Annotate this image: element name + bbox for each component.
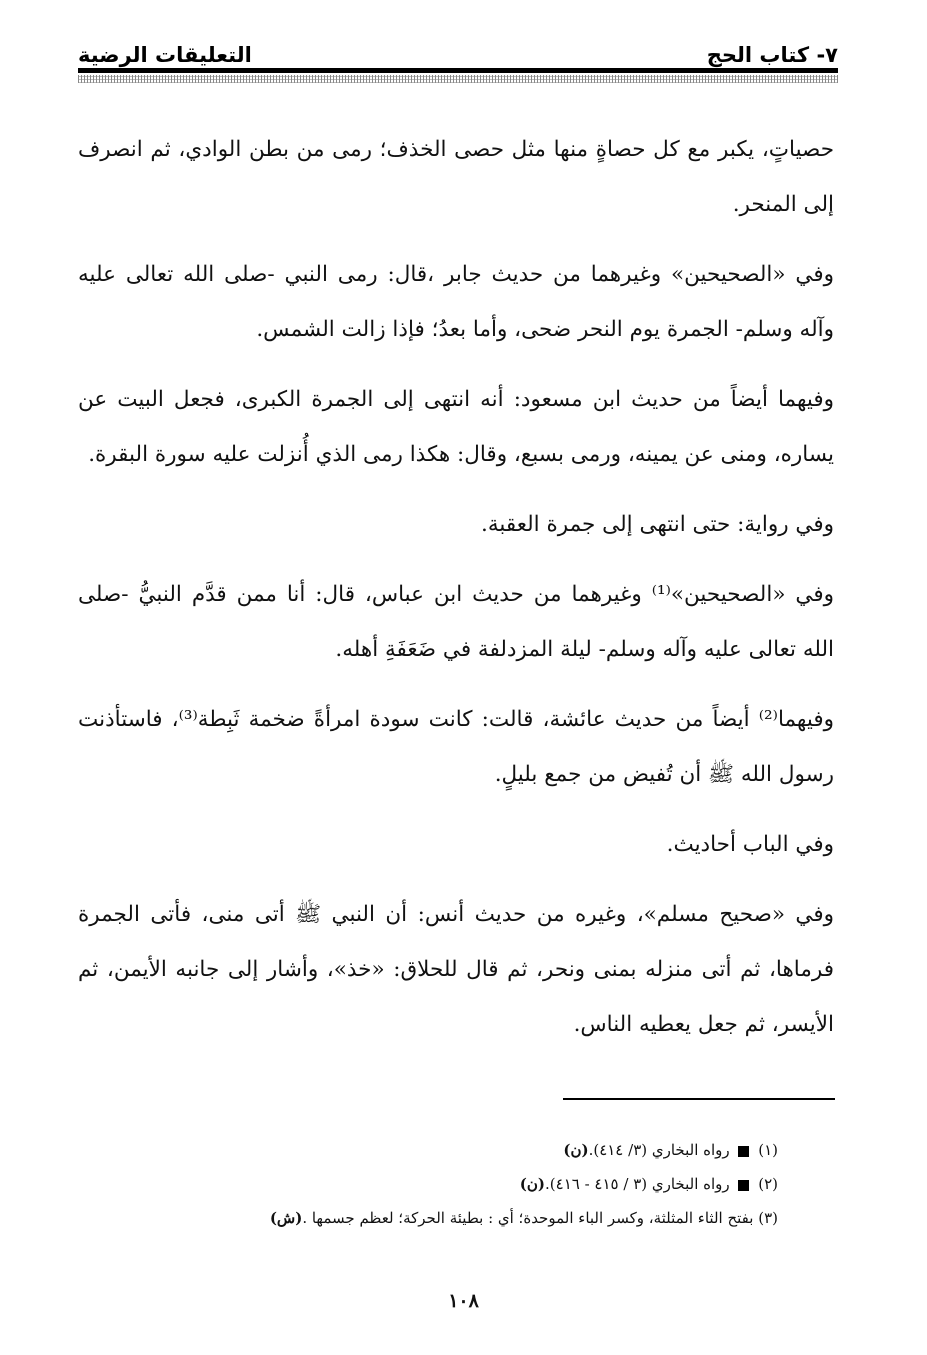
- footnote: [160, 1133, 778, 1167]
- chapter-title: ٧- كتاب الحج: [706, 43, 838, 67]
- paragraph-text: وفيهما أيضاً من حديث ابن مسعود: أنه انتهى إلى الجمرة الكبرى، فجعل البيت عن يساره، ومنى عن يمينه، ورمى بسبع، وقال: هكذا رمى الذي أُنزلت عليه سورة البقرة.: [78, 387, 835, 467]
- header-dotted-band: [78, 75, 838, 83]
- paragraph-text: حصياتٍ، يكبر مع كل حصاةٍ منها مثل حصى الخذف؛ رمى من بطن الوادي، ثم انصرف إلى المنحر.: [78, 137, 834, 217]
- footnote: [160, 1201, 778, 1235]
- paragraph-text: وفي رواية: حتى انتهى إلى جمرة العقبة.: [481, 512, 834, 537]
- paragraph-text: وفي «صحيح مسلم»، وغيره من حديث أنس: أن النبي ﷺ أتى منى، فأتى الجمرة فرماها، ثم أتى منزله بمنى ونحر، ثم قال للحلاق: «خذ»، وأشار إلى جانبه الأيمن، ثم الأيسر، ثم جعل يعطيه الناس.: [78, 902, 834, 1037]
- footnote-number: (٣): [758, 1209, 778, 1227]
- paragraph-text: وفي «الصحيحين»⁽¹⁾ وغيرهما من حديث ابن عباس، قال: أنا ممن قدَّم النبيُّ -صلى الله تعالى عليه وآله وسلم- ليلة المزدلفة في ضَعَفَةِ أهله.: [78, 582, 834, 662]
- paragraph: [78, 817, 834, 872]
- footnote-mark: (ن): [519, 1175, 546, 1193]
- paragraph: [78, 887, 834, 1052]
- main-text: [78, 122, 834, 1067]
- paragraph: [78, 567, 834, 677]
- square-bullet-icon: [738, 1180, 749, 1191]
- footnote-text: رواه البخاري (٣ / ٤١٥ - ٤١٦).: [545, 1175, 730, 1193]
- footnote-text: رواه البخاري (٣/ ٤١٤).: [588, 1141, 730, 1159]
- paragraph-text: وفي «الصحيحين» وغيرهما من حديث جابر ،قال: رمى النبي -صلى الله تعالى عليه وآله وسلم- الجمرة يوم النحر ضحى، وأما بعدُ؛ فإذا زالت الشمس.: [78, 262, 834, 342]
- header-rule: [78, 68, 838, 73]
- paragraph: [78, 372, 834, 482]
- running-header: [78, 30, 838, 70]
- footnotes: [160, 1133, 778, 1235]
- page-number: ١٠٨: [448, 1290, 479, 1312]
- footnote-number: (١): [758, 1141, 778, 1159]
- paragraph: [78, 692, 834, 802]
- footnote: [160, 1167, 778, 1201]
- footnote-mark: (ن): [563, 1141, 589, 1159]
- book-title: التعليقات الرضية: [78, 43, 252, 67]
- paragraph-text: وفيهما⁽²⁾ أيضاً من حديث عائشة، قالت: كانت سودة امرأةً ضخمة ثَبِطة⁽³⁾، فاستأذنت رسول الله ﷺ أن تُفيض من جمع بليلٍ.: [78, 707, 834, 787]
- footnote-text: بفتح الثاء المثلثة، وكسر الباء الموحدة؛ أي : بطيئة الحركة؛ لعظم جسمها .: [302, 1209, 754, 1227]
- footnote-separator: [563, 1098, 835, 1100]
- paragraph: [78, 497, 834, 552]
- paragraph: [78, 122, 834, 232]
- paragraph-text: وفي الباب أحاديث.: [666, 832, 834, 857]
- paragraph: [78, 247, 834, 357]
- square-bullet-icon: [738, 1146, 749, 1157]
- footnote-number: (٢): [758, 1175, 778, 1193]
- footnote-mark: (ش): [269, 1209, 303, 1227]
